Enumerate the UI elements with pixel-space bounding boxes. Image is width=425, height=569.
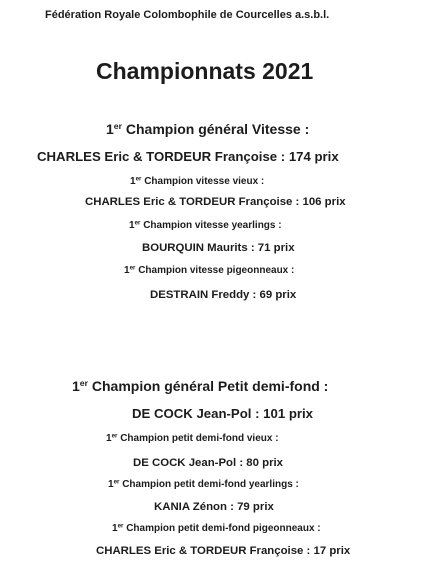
category-winner-vitesse-yearlings: BOURQUIN Maurits : 71 prix — [142, 242, 295, 254]
section-heading-petit-demi-fond — [72, 379, 328, 393]
category-label-text: Champion petit demi-fond vieux : — [120, 433, 279, 444]
ordinal-suffix: er — [113, 478, 120, 486]
category-label-text: Champion petit demi-fond pigeonneaux : — [126, 523, 321, 534]
section-heading-vitesse — [106, 122, 309, 136]
category-label-text: Champion vitesse vieux : — [144, 176, 265, 187]
ordinal-number: 1 — [130, 176, 136, 187]
ordinal-suffix: er — [111, 432, 118, 440]
ordinal-suffix: er — [129, 264, 136, 272]
category-winner-demi-fond-vieux: DE COCK Jean-Pol : 80 prix — [133, 457, 284, 469]
section-heading-text: Champion général Petit demi-fond : — [91, 378, 329, 394]
category-label-vitesse-yearlings — [129, 221, 282, 231]
category-label-vitesse-vieux — [130, 177, 264, 187]
ordinal-number: 1 — [129, 220, 135, 231]
ordinal-suffix: er — [135, 175, 142, 183]
category-label-text: Champion petit demi-fond yearlings : — [122, 479, 299, 490]
category-winner-vitesse-vieux: CHARLES Eric & TORDEUR Françoise : 106 prix — [85, 196, 346, 208]
section-heading-text: Champion général Vitesse : — [125, 121, 310, 137]
category-label-vitesse-pigeonneaux — [124, 266, 294, 276]
ordinal-suffix: er — [117, 522, 124, 530]
ordinal-number: 1 — [106, 121, 114, 137]
category-label-demi-fond-vieux — [106, 434, 279, 444]
ordinal-number: 1 — [124, 265, 130, 276]
ordinal-suffix: er — [113, 121, 122, 132]
ordinal-number: 1 — [72, 378, 80, 394]
ordinal-suffix: er — [134, 219, 141, 227]
category-label-demi-fond-yearlings — [108, 480, 299, 490]
general-winner-vitesse: CHARLES Eric & TORDEUR Françoise : 174 prix — [37, 149, 339, 164]
ordinal-number: 1 — [108, 479, 114, 490]
category-label-text: Champion vitesse pigeonneaux : — [138, 265, 295, 276]
category-winner-demi-fond-pigeonneaux: CHARLES Eric & TORDEUR Françoise : 17 prix — [96, 545, 351, 557]
page-title: Championnats 2021 — [96, 58, 314, 84]
category-label-text: Champion vitesse yearlings : — [143, 220, 282, 231]
federation-header: Fédération Royale Colombophile de Courcelles a.s.b.l. — [45, 9, 330, 21]
general-winner-petit-demi-fond: DE COCK Jean-Pol : 101 prix — [132, 406, 314, 421]
category-winner-demi-fond-yearlings: KANIA Zénon : 79 prix — [154, 501, 274, 513]
ordinal-number: 1 — [106, 433, 112, 444]
ordinal-suffix: er — [79, 378, 88, 389]
ordinal-number: 1 — [112, 523, 118, 534]
category-label-demi-fond-pigeonneaux — [112, 524, 321, 534]
category-winner-vitesse-pigeonneaux: DESTRAIN Freddy : 69 prix — [150, 289, 297, 301]
